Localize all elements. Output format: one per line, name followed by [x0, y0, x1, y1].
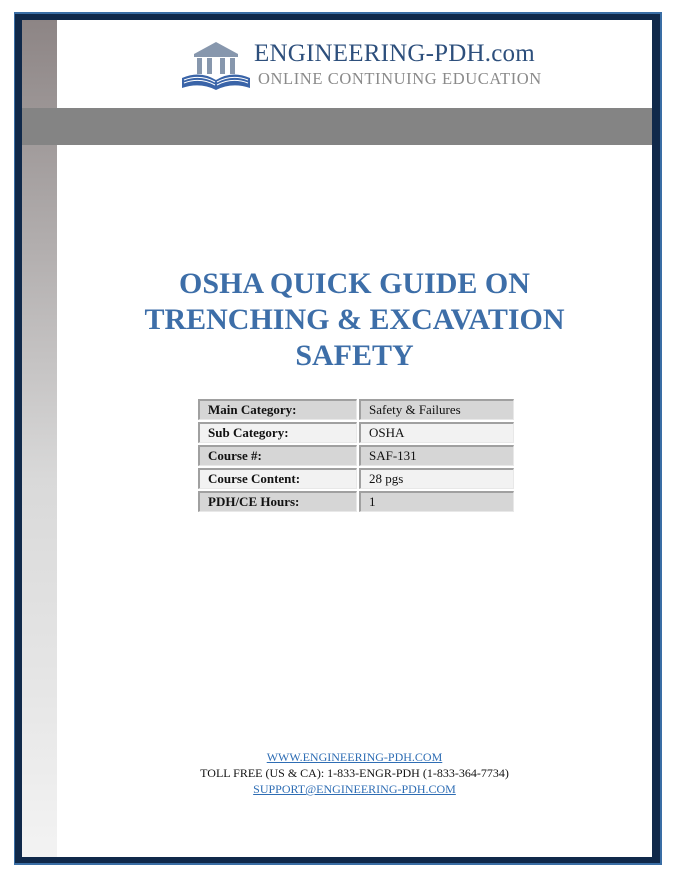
table-row — [198, 468, 514, 489]
table-row — [198, 399, 514, 420]
header-band — [22, 108, 652, 145]
row-value: SAF-131 — [359, 445, 514, 466]
row-value: 1 — [359, 491, 514, 512]
row-label: Course #: — [198, 445, 357, 466]
title-line-3: SAFETY — [295, 339, 414, 372]
row-value: OSHA — [359, 422, 514, 443]
row-value: 28 pgs — [359, 468, 514, 489]
row-label: Main Category: — [198, 399, 357, 420]
temple-book-icon — [180, 40, 252, 92]
logo-subtitle: ONLINE CONTINUING EDUCATION — [258, 69, 542, 88]
row-value: Safety & Failures — [359, 399, 514, 420]
contact-footer — [57, 749, 652, 797]
website-link[interactable]: WWW.ENGINEERING-PDH.COM — [266, 750, 443, 764]
title-line-2: TRENCHING & EXCAVATION — [144, 303, 565, 336]
cover-page — [22, 20, 652, 857]
email-link[interactable]: SUPPORT@ENGINEERING-PDH.COM — [253, 782, 456, 796]
document-title — [57, 266, 652, 374]
logo-title: ENGINEERING-PDH.com — [254, 40, 535, 67]
table-row — [198, 445, 514, 466]
course-info-table — [196, 397, 516, 514]
logo — [180, 38, 540, 94]
table-row — [198, 491, 514, 512]
title-line-1: OSHA QUICK GUIDE ON — [179, 267, 530, 300]
row-label: Sub Category: — [198, 422, 357, 443]
sidebar-gradient — [22, 20, 57, 857]
row-label: PDH/CE Hours: — [198, 491, 357, 512]
table-row — [198, 422, 514, 443]
row-label: Course Content: — [198, 468, 357, 489]
phone-text: TOLL FREE (US & CA): 1-833-ENGR-PDH (1-833-364-7734) — [200, 766, 509, 780]
